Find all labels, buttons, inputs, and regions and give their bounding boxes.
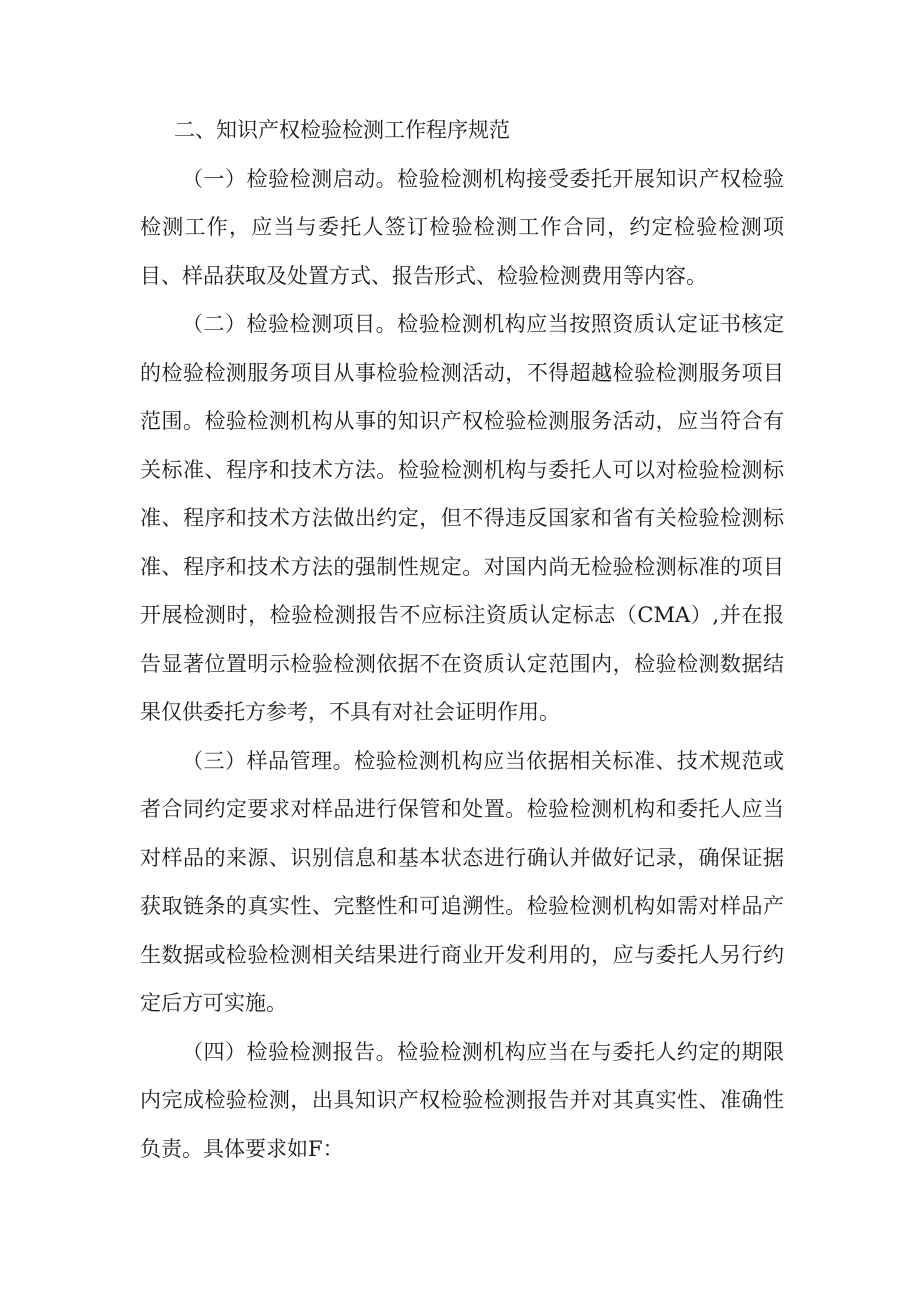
- paragraph-sample-start: （一）检验检测启动。检验检测机构接受委托开展知识产权检验检测工作，应当与委托人签订检验检测工作合同，约定检验检测项目、样品获取及处置方式、报告形式、检验检测费用等内容。: [140, 166, 784, 288]
- paragraph-test-report: （四）检验检测报告。检验检测机构应当在与委托人约定的期限内完成检验检测，出具知识产权检验检测报告并对其真实性、准确性负责。具体要求如F：: [140, 1039, 784, 1161]
- paragraph-test-items: （二）检验检测项目。检验检测机构应当按照资质认定证书核定的检验检测服务项目从事检验检测活动，不得超越检验检测服务项目范围。检验检测机构从事的知识产权检验检测服务活动，应当符合有关标准、程序和技术方法。检验检测机构与委托人可以对检验检测标准、程序和技术方法做出约定，但不得违反国家和省有关检验检测标准、程序和技术方法的强制性规定。对国内尚无检验检测标准的项目开展检测时，检验检测报告不应标注资质认定标志（CMA）,并在报告显著位置明示检验检测依据不在资质认定范围内，检验检测数据结果仅供委托方参考，不具有对社会证明作用。: [140, 312, 784, 724]
- section-title: 二、知识产权检验检测工作程序规范: [174, 118, 510, 142]
- paragraph-sample-management: （三）样品管理。检验检测机构应当依据相关标准、技术规范或者合同约定要求对样品进行保管和处置。检验检测机构和委托人应当对样品的来源、识别信息和基本状态进行确认并做好记录，确保证据获取链条的真实性、完整性和可追溯性。检验检测机构如需对样品产生数据或检验检测相关结果进行商业开发利用的，应与委托人另行约定后方可实施。: [140, 748, 784, 1015]
- document-body: [140, 106, 784, 1173]
